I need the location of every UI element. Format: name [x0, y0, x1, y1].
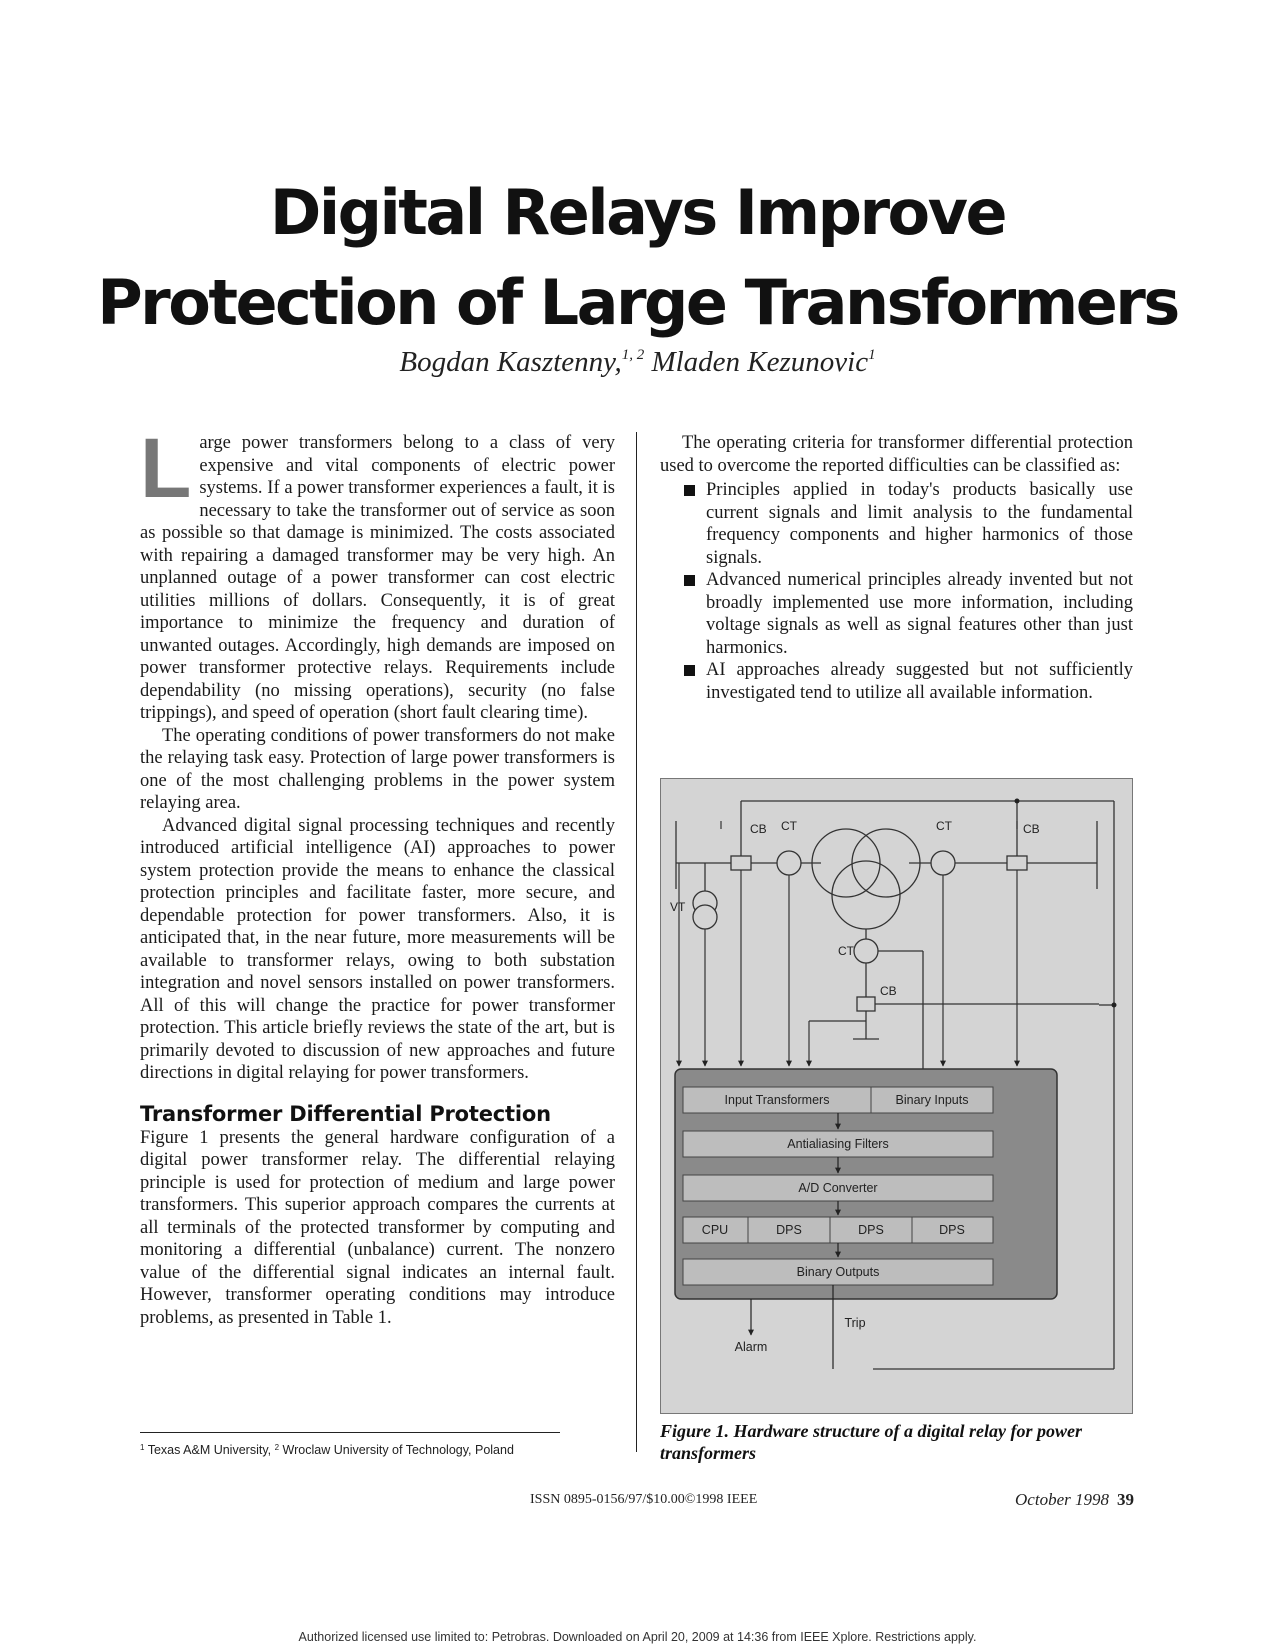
paragraph-intro-text: arge power transformers belong to a class of very expensive and vital components of electric power systems. If a power transformer experiences a fault, it is necessary to take the transformer out of service as soon as possible so that damage is minimized. The costs associated with repairing a damaged transformer may be very high. An unplanned outage of a power transformer can cost electric utilities millions of dollars. Consequently, it is of great importance to minimize the frequency and duration of unwanted outages. Accordingly, high demands are imposed on power transformer protective relays. Requirements include dependability (no missing operations), security (no false trippings), and speed of operation (short fault clearing time).: [140, 433, 615, 723]
bullet-square-icon: [684, 575, 695, 586]
label-ct-left: CT: [781, 819, 797, 833]
label-vt: VT: [670, 900, 686, 914]
list-item: AI approaches already suggested but not sufficiently investigated tend to utilize all available information.: [660, 659, 1133, 704]
paragraph-operating-conditions: The operating conditions of power transformers do not make the relaying task easy. Protection of large power transformers is one of the most challenging problems in the power system relaying area.: [140, 725, 615, 813]
label-cpu: CPU: [701, 1223, 729, 1237]
issn-line: ISSN 0895-0156/97/$10.00©1998 IEEE: [530, 1492, 758, 1507]
affiliation-1: Texas A&M University,: [147, 1443, 272, 1457]
criteria-list: [660, 479, 1133, 704]
list-item: Advanced numerical principles already invented but not broadly implemented use more information, including voltage signals as well as signal features other than just harmonics.: [660, 569, 1133, 659]
bullet-square-icon: [684, 665, 695, 676]
tertiary-ct: [854, 939, 878, 963]
left-column: [140, 421, 615, 1329]
title-line-2: Protection of Large Transformers: [97, 266, 1178, 339]
footnote: [140, 1443, 514, 1457]
column-divider: [636, 432, 637, 1452]
author-2-affiliation-mark: 1: [868, 347, 876, 363]
paragraph-criteria-intro: The operating criteria for transformer differential protection used to overcome the reported difficulties can be classified as:: [660, 433, 1133, 476]
label-ct-tertiary: CT: [838, 944, 854, 958]
paragraph-figure-reference: Figure 1 presents the general hardware configuration of a digital power transformer relay. The differential relaying principle is used for protection of medium and large power transformers. This superior approach compares the currents at all terminals of the protected transformer by computing and monitoring a differential (unbalance) current. The nonzero value of the differential signal indicates an internal fault. However, transformer operating conditions may introduce problems, as presented in Table 1.: [140, 1127, 615, 1328]
page-number: 39: [1117, 1490, 1134, 1509]
author-1: Bogdan Kasztenny,: [399, 346, 622, 378]
author-line: [0, 345, 1275, 379]
right-breaker: [1007, 856, 1027, 870]
label-ad-converter: A/D Converter: [798, 1181, 878, 1195]
label-input-transformers: Input Transformers: [724, 1093, 830, 1107]
label-antialiasing: Antialiasing Filters: [787, 1137, 889, 1151]
footnote-rule: [140, 1432, 560, 1433]
figure-caption: Figure 1. Hardware structure of a digital relay for power transformers: [660, 1421, 1083, 1463]
label-dps-1: DPS: [776, 1223, 802, 1237]
author-1-affiliation-mark: 1, 2: [621, 347, 645, 363]
vt-coil-2: [693, 905, 717, 929]
left-ct: [777, 851, 801, 875]
junction-dot: [1112, 1003, 1117, 1008]
affiliation-2: Wroclaw University of Technology, Poland: [282, 1443, 514, 1457]
article-title: [0, 168, 1275, 348]
page-footer-date: [1015, 1490, 1134, 1510]
license-notice: Authorized licensed use limited to: Petrobras. Downloaded on April 20, 2009 at 14:36 from IEEE Xplore. Restrictions apply.: [298, 1630, 977, 1644]
paragraph-intro: [140, 421, 615, 725]
figure-1: [660, 778, 1133, 1414]
label-binary-inputs: Binary Inputs: [895, 1093, 969, 1107]
left-breaker: [731, 856, 751, 870]
paragraph-advanced-techniques: Advanced digital signal processing techniques and recently introduced artificial intelligence (AI) approaches to power system protection provide the means to enhance the classical protection principles and facilitate faster, more secure, and dependable protection for power transformers. Also, it is anticipated that, in the near future, more measurements will be available to transformer relays, owing to both substation integration and novel sensors installed on power transformers. All of this will change the practice for power transformer protection. This article briefly reviews the state of the art, but is primarily devoted to discussion of new approaches and future directions in digital relaying for power transformers.: [140, 815, 615, 1083]
right-column: [660, 432, 1133, 704]
relay-hardware-diagram: [661, 779, 1132, 1413]
tertiary-breaker: [857, 997, 875, 1011]
label-dps-3: DPS: [939, 1223, 965, 1237]
label-cb-right: CB: [1023, 822, 1040, 836]
footnote-mark-2: 2: [274, 1443, 280, 1452]
drop-cap: L: [140, 421, 192, 515]
bullet-square-icon: [684, 485, 695, 496]
label-ct-right: CT: [936, 819, 952, 833]
author-2: Mladen Kezunovic: [651, 346, 869, 378]
title-line-1: Digital Relays Improve: [269, 176, 1006, 249]
label-alarm: Alarm: [734, 1340, 768, 1354]
section-heading: Transformer Differential Protection: [140, 1101, 551, 1126]
issue-date: October 1998: [1015, 1490, 1109, 1509]
label-binary-outputs: Binary Outputs: [796, 1265, 880, 1279]
label-cb-left: CB: [750, 822, 767, 836]
junction-dot: [1015, 799, 1020, 804]
footnote-mark-1: 1: [140, 1443, 145, 1452]
label-trip: Trip: [844, 1316, 866, 1330]
label-cb-tertiary: CB: [880, 984, 897, 998]
right-ct: [931, 851, 955, 875]
label-dps-2: DPS: [858, 1223, 884, 1237]
list-item: Principles applied in today's products basically use current signals and limit analysis to the fundamental frequency components and higher harmonics of those signals.: [660, 479, 1133, 569]
